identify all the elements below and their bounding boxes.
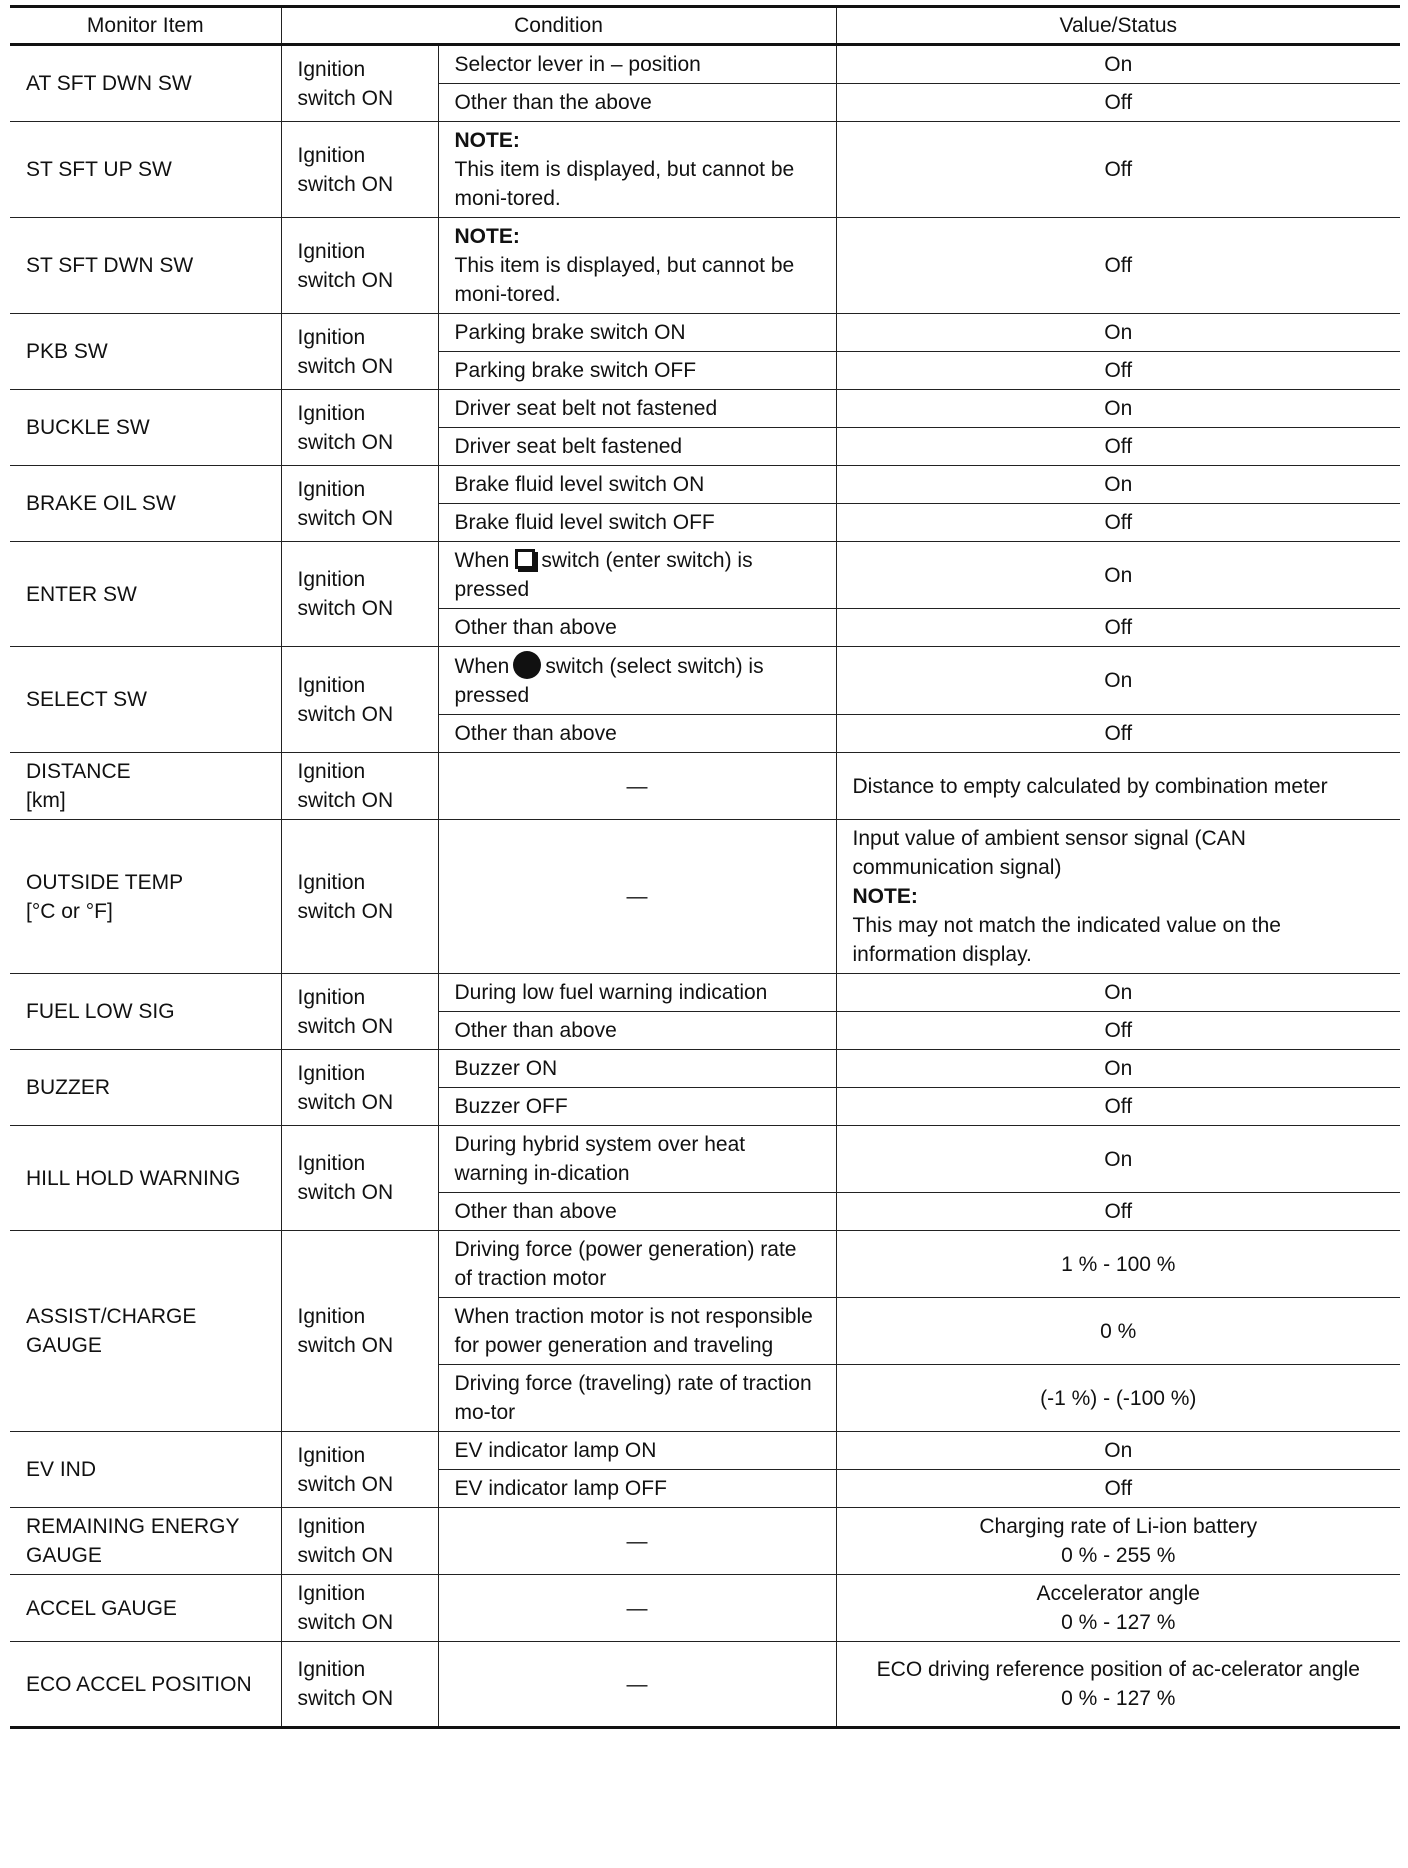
item-name: DISTANCE	[26, 760, 131, 783]
table-row	[10, 218, 1400, 314]
value-cell: Off	[836, 1470, 1400, 1508]
value-cell: Off	[836, 428, 1400, 466]
value-cell: 1 % - 100 %	[836, 1231, 1400, 1298]
ignition-condition-cell: Ignition switch ON	[281, 820, 438, 974]
condition-cell: Buzzer ON	[438, 1050, 836, 1088]
value-text: Accelerator angle	[1036, 1582, 1200, 1605]
condition-dash-cell: —	[438, 1642, 836, 1728]
table-row	[10, 122, 1400, 218]
condition-cell: Brake fluid level switch ON	[438, 466, 836, 504]
table-row	[10, 45, 1400, 84]
monitor-item-cell: ECO ACCEL POSITION	[10, 1642, 281, 1728]
monitor-item-cell: BRAKE OIL SW	[10, 466, 281, 542]
condition-cell: Driving force (power generation) rate of traction motor	[438, 1231, 836, 1298]
value-cell: On	[836, 542, 1400, 609]
ignition-condition-cell: Ignition switch ON	[281, 1126, 438, 1231]
monitor-item-cell	[10, 753, 281, 820]
monitor-item-cell: ASSIST/CHARGE GAUGE	[10, 1231, 281, 1432]
condition-cell: During low fuel warning indication	[438, 974, 836, 1012]
table-row	[10, 753, 1400, 820]
condition-text-switch: switch (select switch) is pressed	[454, 655, 764, 707]
monitor-item-cell: BUZZER	[10, 1050, 281, 1126]
value-cell: Off	[836, 1088, 1400, 1126]
value-text: ECO driving reference position of ac-celerator angle	[876, 1658, 1360, 1681]
value-cell: Off	[836, 352, 1400, 390]
square-switch-icon	[515, 549, 535, 569]
ignition-condition-cell: Ignition switch ON	[281, 1642, 438, 1728]
monitor-item-cell: AT SFT DWN SW	[10, 45, 281, 122]
value-cell: Off	[836, 218, 1400, 314]
condition-cell	[438, 542, 836, 609]
value-text: Input value of ambient sensor signal (CAN communication signal)	[852, 827, 1246, 879]
table-row	[10, 542, 1400, 609]
monitor-item-cell: FUEL LOW SIG	[10, 974, 281, 1050]
monitor-item-cell	[10, 1508, 281, 1575]
condition-cell: Parking brake switch ON	[438, 314, 836, 352]
table-row	[10, 1432, 1400, 1470]
condition-cell: EV indicator lamp ON	[438, 1432, 836, 1470]
monitor-item-cell: PKB SW	[10, 314, 281, 390]
value-cell: Distance to empty calculated by combination meter	[836, 753, 1400, 820]
value-cell: On	[836, 647, 1400, 715]
table-row	[10, 1575, 1400, 1642]
table-row	[10, 1126, 1400, 1193]
note-label: NOTE:	[852, 885, 918, 908]
condition-dash-cell: —	[438, 753, 836, 820]
table-row	[10, 466, 1400, 504]
header-condition: Condition	[281, 7, 836, 45]
condition-cell: Other than above	[438, 609, 836, 647]
value-cell	[836, 1508, 1400, 1575]
table-row	[10, 974, 1400, 1012]
table-row	[10, 1231, 1400, 1298]
ignition-condition-cell: Ignition switch ON	[281, 753, 438, 820]
condition-cell: During hybrid system over heat warning in-dication	[438, 1126, 836, 1193]
value-cell: Off	[836, 715, 1400, 753]
value-cell: (-1 %) - (-100 %)	[836, 1365, 1400, 1432]
monitor-item-cell	[10, 820, 281, 974]
condition-dash-cell: —	[438, 1508, 836, 1575]
condition-cell: When traction motor is not responsible for power generation and traveling	[438, 1298, 836, 1365]
value-cell: On	[836, 314, 1400, 352]
value-cell: On	[836, 1432, 1400, 1470]
table-row	[10, 820, 1400, 974]
condition-text-when: When	[454, 655, 510, 678]
value-cell	[836, 1575, 1400, 1642]
table-row	[10, 390, 1400, 428]
note-text: This item is displayed, but cannot be moni-tored.	[454, 158, 795, 210]
ignition-condition-cell: Ignition switch ON	[281, 1508, 438, 1575]
table-row	[10, 1642, 1400, 1728]
condition-text-when: When	[454, 549, 510, 572]
condition-note-cell	[438, 122, 836, 218]
condition-cell: Buzzer OFF	[438, 1088, 836, 1126]
condition-cell: Other than above	[438, 1012, 836, 1050]
condition-note-cell	[438, 218, 836, 314]
monitor-item-cell: ST SFT UP SW	[10, 122, 281, 218]
value-range: 0 % - 127 %	[1061, 1611, 1176, 1634]
item-unit: [°C or °F]	[26, 899, 113, 923]
ignition-condition-cell: Ignition switch ON	[281, 466, 438, 542]
note-text: This may not match the indicated value on the information display.	[852, 914, 1281, 966]
condition-cell: Other than above	[438, 1193, 836, 1231]
value-cell: On	[836, 1126, 1400, 1193]
value-cell: On	[836, 974, 1400, 1012]
condition-dash-cell: —	[438, 1575, 836, 1642]
monitor-item-cell: ENTER SW	[10, 542, 281, 647]
ignition-condition-cell: Ignition switch ON	[281, 1050, 438, 1126]
value-cell: On	[836, 390, 1400, 428]
condition-cell: Driver seat belt fastened	[438, 428, 836, 466]
monitor-item-table	[10, 5, 1400, 1729]
ignition-condition-cell: Ignition switch ON	[281, 1231, 438, 1432]
value-text: Charging rate of Li-ion battery	[979, 1515, 1258, 1538]
value-cell: Off	[836, 504, 1400, 542]
condition-cell: Driver seat belt not fastened	[438, 390, 836, 428]
condition-cell	[438, 647, 836, 715]
ignition-condition-cell: Ignition switch ON	[281, 218, 438, 314]
note-text: This item is displayed, but cannot be moni-tored.	[454, 254, 795, 306]
value-cell: 0 %	[836, 1298, 1400, 1365]
ignition-condition-cell: Ignition switch ON	[281, 542, 438, 647]
value-cell: Off	[836, 1193, 1400, 1231]
value-cell: On	[836, 1050, 1400, 1088]
monitor-item-cell: HILL HOLD WARNING	[10, 1126, 281, 1231]
ignition-condition-cell: Ignition switch ON	[281, 390, 438, 466]
value-cell	[836, 820, 1400, 974]
monitor-item-cell: SELECT SW	[10, 647, 281, 753]
ignition-condition-cell: Ignition switch ON	[281, 1575, 438, 1642]
table-row	[10, 647, 1400, 715]
condition-cell: Other than the above	[438, 84, 836, 122]
value-cell: Off	[836, 84, 1400, 122]
condition-text-switch: switch (enter switch) is pressed	[454, 549, 753, 601]
value-range: 0 % - 127 %	[1061, 1687, 1176, 1710]
ignition-condition-cell: Ignition switch ON	[281, 45, 438, 122]
condition-cell: Parking brake switch OFF	[438, 352, 836, 390]
table-header-row	[10, 7, 1400, 45]
item-unit: [km]	[26, 789, 66, 812]
item-name: REMAINING ENERGY	[26, 1515, 240, 1538]
condition-cell: Selector lever in – position	[438, 45, 836, 84]
monitor-item-cell: ST SFT DWN SW	[10, 218, 281, 314]
ignition-condition-cell: Ignition switch ON	[281, 314, 438, 390]
header-monitor-item: Monitor Item	[10, 7, 281, 45]
value-cell: Off	[836, 122, 1400, 218]
note-label: NOTE:	[454, 225, 520, 248]
value-cell: Off	[836, 609, 1400, 647]
table-row	[10, 314, 1400, 352]
condition-cell: Brake fluid level switch OFF	[438, 504, 836, 542]
value-cell	[836, 1642, 1400, 1728]
condition-cell: Driving force (traveling) rate of traction mo-tor	[438, 1365, 836, 1432]
ignition-condition-cell: Ignition switch ON	[281, 647, 438, 753]
monitor-item-cell: ACCEL GAUGE	[10, 1575, 281, 1642]
table-row	[10, 1508, 1400, 1575]
item-name: OUTSIDE TEMP	[26, 870, 184, 894]
value-cell: On	[836, 45, 1400, 84]
value-cell: On	[836, 466, 1400, 504]
item-name-cont: GAUGE	[26, 1544, 102, 1567]
note-label: NOTE:	[454, 129, 520, 152]
condition-dash-cell: —	[438, 820, 836, 974]
value-range: 0 % - 255 %	[1061, 1544, 1176, 1567]
condition-cell: EV indicator lamp OFF	[438, 1470, 836, 1508]
monitor-item-cell: EV IND	[10, 1432, 281, 1508]
ignition-condition-cell: Ignition switch ON	[281, 1432, 438, 1508]
filled-circle-switch-icon	[513, 651, 541, 679]
ignition-condition-cell: Ignition switch ON	[281, 122, 438, 218]
condition-cell: Other than above	[438, 715, 836, 753]
ignition-condition-cell: Ignition switch ON	[281, 974, 438, 1050]
header-value-status: Value/Status	[836, 7, 1400, 45]
value-cell: Off	[836, 1012, 1400, 1050]
table-row	[10, 1050, 1400, 1088]
monitor-item-cell: BUCKLE SW	[10, 390, 281, 466]
